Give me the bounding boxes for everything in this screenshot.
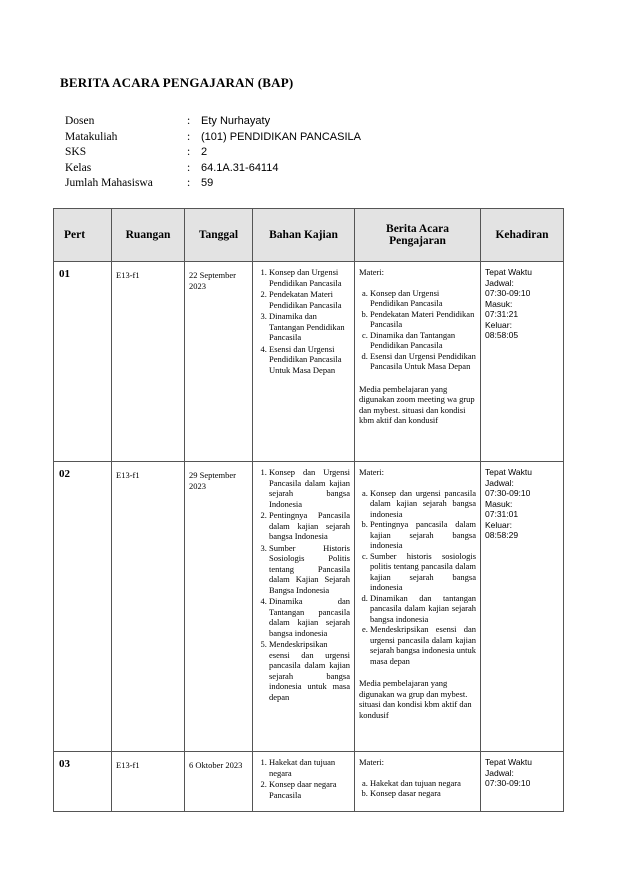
info-colon: :: [187, 146, 191, 158]
materi-label: Materi:: [359, 757, 385, 767]
list-item: 2. Pendekatan Materi Pendidikan Pancasila: [269, 289, 350, 310]
list-item: 2. Pentingnya Pancasila dalam kajian sejarah bangsa Indonesia: [269, 510, 350, 542]
jadwal-label: Jadwal:: [485, 767, 514, 778]
masuk-label: Masuk:: [485, 498, 513, 509]
jadwal-label: Jadwal:: [485, 477, 514, 488]
table-row: [54, 462, 564, 752]
jadwal-label: Jadwal:: [485, 277, 514, 288]
list-item: d. Dinamikan dan tantangan pancasila dalam kajian sejarah bangsa indonesia: [370, 593, 476, 625]
cell-bahan-kajian: [253, 752, 355, 812]
masuk-label: Masuk:: [485, 298, 513, 309]
list-item: b. Pendekatan Materi Pendidikan Pancasila: [370, 309, 476, 330]
media-note: Media pembelajaran yang digunakan wa grup dan mybest. situasi dan kondisi kbm aktif dan kondusif: [359, 678, 472, 720]
cell-tanggal: 22 September 2023: [185, 262, 253, 462]
keluar-label: Keluar:: [485, 319, 512, 330]
header-ruangan: Ruangan: [112, 209, 185, 262]
info-value-jumlah-mahasiswa: 59: [201, 177, 214, 189]
info-row-kelas: [65, 161, 361, 177]
masuk-value: 07:31:01: [485, 509, 519, 519]
header-bahan-kajian: Bahan Kajian: [253, 209, 355, 262]
cell-berita-acara: [355, 262, 481, 462]
header-berita-acara: Berita Acara Pengajaran: [355, 209, 481, 262]
info-value-kelas: 64.1A.31-64114: [201, 161, 279, 174]
info-label: Kelas: [65, 161, 92, 174]
list-item: 1. Konsep dan Urgensi Pendidikan Pancasila: [269, 267, 350, 288]
cell-bahan-kajian: [253, 262, 355, 462]
info-value-sks: 2: [201, 146, 208, 158]
cell-kehadiran: [481, 462, 564, 752]
info-value-dosen: Ety Nurhayaty: [201, 115, 271, 127]
list-item: c. Sumber historis sosiologis politis tentang pancasila dalam kajian sejarah bangsa indonesia: [370, 551, 476, 593]
attendance-status: Tepat Waktu: [485, 267, 532, 277]
info-label: SKS: [65, 146, 87, 158]
attendance-status: Tepat Waktu: [485, 467, 532, 477]
cell-ruangan: E13-f1: [112, 462, 185, 752]
info-colon: :: [187, 115, 191, 127]
list-item: c. Dinamika dan Tantangan Pendidikan Pancasila: [370, 330, 476, 351]
info-row-sks: [65, 145, 361, 161]
list-item: e. Mendeskripsikan esensi dan urgensi pancasila dalam kajian sejarah bangsa indonesia untuk masa depan: [370, 624, 476, 666]
list-item: a. Konsep dan urgensi pancasila dalam kajian sejarah bangsa indonesia: [370, 488, 476, 520]
list-item: 2. Konsep daar negara Pancasila: [269, 779, 350, 800]
list-item: 4. Esensi dan Urgensi Pendidikan Pancasila Untuk Masa Depan: [269, 344, 350, 376]
info-colon: :: [187, 161, 191, 174]
list-item: 3. Sumber Historis Sosiologis Politis tentang Pancasila dalam Kajian Sejarah Bangsa Indonesia: [269, 543, 350, 596]
list-item: a. Hakekat dan tujuan negara: [370, 778, 476, 789]
info-colon: :: [187, 130, 191, 143]
table-row: [54, 752, 564, 812]
jadwal-value: 07:30-09:10: [485, 488, 531, 498]
list-item: 3. Dinamika dan Tantangan Pendidikan Pancasila: [269, 311, 350, 343]
header-kehadiran: Kehadiran: [481, 209, 564, 262]
jadwal-value: 07:30-09:10: [485, 288, 531, 298]
info-row-jumlah-mahasiswa: [65, 176, 361, 192]
cell-bahan-kajian: [253, 462, 355, 752]
list-item: b. Konsep dasar negara: [370, 788, 476, 799]
cell-kehadiran: [481, 262, 564, 462]
document-title: BERITA ACARA PENGAJARAN (BAP): [60, 75, 294, 90]
materi-label: Materi:: [359, 467, 385, 477]
header-pert: Pert: [54, 209, 112, 262]
media-note: Media pembelajaran yang digunakan zoom meeting wa grup dan mybest. situasi dan kondisi kbm aktif dan kondusif: [359, 383, 475, 425]
keluar-value: 08:58:05: [485, 330, 519, 340]
cell-pert: 02: [54, 462, 112, 752]
list-item: 5. Mendeskripsikan esensi dan urgensi pancasila dalam kajian sejarah bangsa indonesia untuk masa depan: [269, 639, 350, 702]
info-label: Matakuliah: [65, 130, 118, 143]
info-label: Dosen: [65, 115, 95, 127]
cell-ruangan: E13-f1: [112, 262, 185, 462]
cell-kehadiran: [481, 752, 564, 812]
list-item: 1. Hakekat dan tujuan negara: [269, 757, 350, 778]
cell-pert: 03: [54, 752, 112, 812]
masuk-value: 07:31:21: [485, 309, 519, 319]
keluar-label: Keluar:: [485, 519, 512, 530]
table-row: [54, 262, 564, 462]
cell-tanggal: 6 Oktober 2023: [185, 752, 253, 812]
cell-berita-acara: [355, 462, 481, 752]
course-info: [65, 114, 361, 192]
keluar-value: 08:58:29: [485, 530, 519, 540]
list-item: 4. Dinamika dan Tantangan pancasila dalam kajian sejarah bangsa indonesia: [269, 596, 350, 638]
list-item: 1. Konsep dan Urgensi Pancasila dalam kajian sejarah bangsa Indonesia: [269, 467, 350, 509]
bap-table: [53, 208, 564, 812]
list-item: b. Pentingnya pancasila dalam kajian sejarah bangsa indonesia: [370, 519, 476, 551]
attendance-status: Tepat Waktu: [485, 757, 532, 767]
table-header-row: [54, 209, 564, 262]
info-row-dosen: [65, 114, 361, 130]
cell-berita-acara: [355, 752, 481, 812]
info-value-matakuliah: (101) PENDIDIKAN PANCASILA: [201, 130, 361, 143]
header-tanggal: Tanggal: [185, 209, 253, 262]
info-row-matakuliah: [65, 130, 361, 146]
materi-label: Materi:: [359, 267, 385, 277]
cell-pert: 01: [54, 262, 112, 462]
cell-ruangan: E13-f1: [112, 752, 185, 812]
jadwal-value: 07:30-09:10: [485, 778, 531, 788]
list-item: d. Esensi dan Urgensi Pendidikan Pancasila Untuk Masa Depan: [370, 351, 476, 372]
cell-tanggal: 29 September 2023: [185, 462, 253, 752]
list-item: a. Konsep dan Urgensi Pendidikan Pancasila: [370, 288, 476, 309]
info-colon: :: [187, 177, 191, 189]
info-label: Jumlah Mahasiswa: [65, 177, 153, 189]
